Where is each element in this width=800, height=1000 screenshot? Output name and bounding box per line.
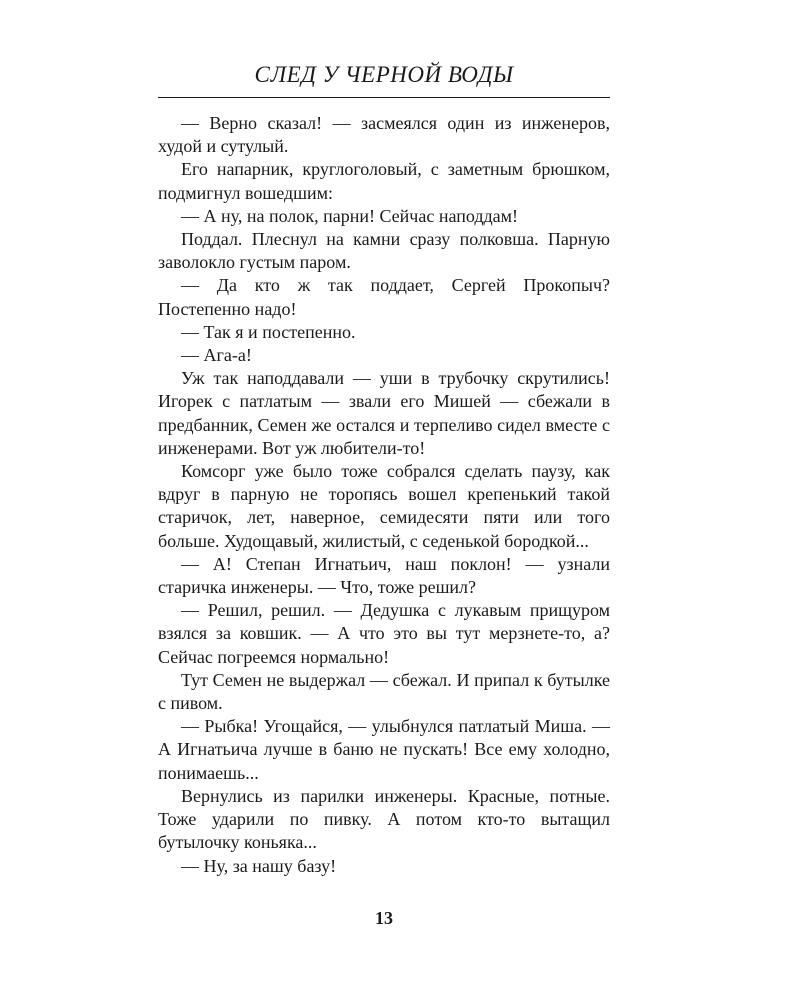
paragraph: — Верно сказал! — засмеялся один из инженеров, худой и сутулый. <box>158 113 610 157</box>
header-rule <box>158 97 610 98</box>
paragraph: Уж так наподдавали — уши в трубочку скрутились! Игорек с патлатым — звали его Мишей — сбежали в предбанник, Семен же остался и терпеливо сидел вместе с инженерами. Вот уж любители-то! <box>158 368 610 458</box>
paragraph: Тут Семен не выдержал — сбежал. И припал к бутылке с пивом. <box>158 669 610 714</box>
paragraph: — Ага-а! <box>181 345 252 366</box>
running-head: СЛЕД У ЧЕРНОЙ ВОДЫ <box>254 62 514 87</box>
paragraph: — Так я и постепенно. <box>181 321 356 342</box>
paragraph: Его напарник, круглоголовый, с заметным брюшком, подмигнул вошедшим: <box>158 159 610 203</box>
paragraph: Поддал. Плеснул на камни сразу полковша. Парную заволокло густым паром. <box>158 229 610 273</box>
paragraph: — Решил, решил. — Дедушка с лукавым прищуром взялся за ковшик. — А что это вы тут мерзнете-то, а? Сейчас погреемся нормально! <box>158 600 610 667</box>
paragraph: — А ну, на полок, парни! Сейчас наподдам! <box>181 205 519 226</box>
paragraph: — Ну, за нашу базу! <box>181 855 337 876</box>
paragraph: — Рыбка! Угощайся, — улыбнулся патлатый Миша. — А Игнатьича лучше в баню не пускать! Все ему холодно, понимаешь... <box>158 716 610 783</box>
paragraph: — Да кто ж так поддает, Сергей Прокопыч? Постепенно надо! <box>158 275 610 319</box>
body-text <box>158 112 610 878</box>
page-number: 13 <box>375 908 393 928</box>
paragraph: Вернулись из парилки инженеры. Красные, потные. Тоже ударили по пивку. А потом кто-то вытащил бутылочку коньяка... <box>158 785 610 853</box>
paragraph: Комсорг уже было тоже собрался сделать паузу, как вдруг в парную не торопясь вошел крепенький такой старичок, лет, наверное, семидесяти пяти или того больше. Худощавый, жилистый, с седенькой бородкой... <box>158 461 610 551</box>
paragraph: — А! Степан Игнатьич, наш поклон! — узнали старичка инженеры. — Что, тоже решил? <box>158 553 610 598</box>
